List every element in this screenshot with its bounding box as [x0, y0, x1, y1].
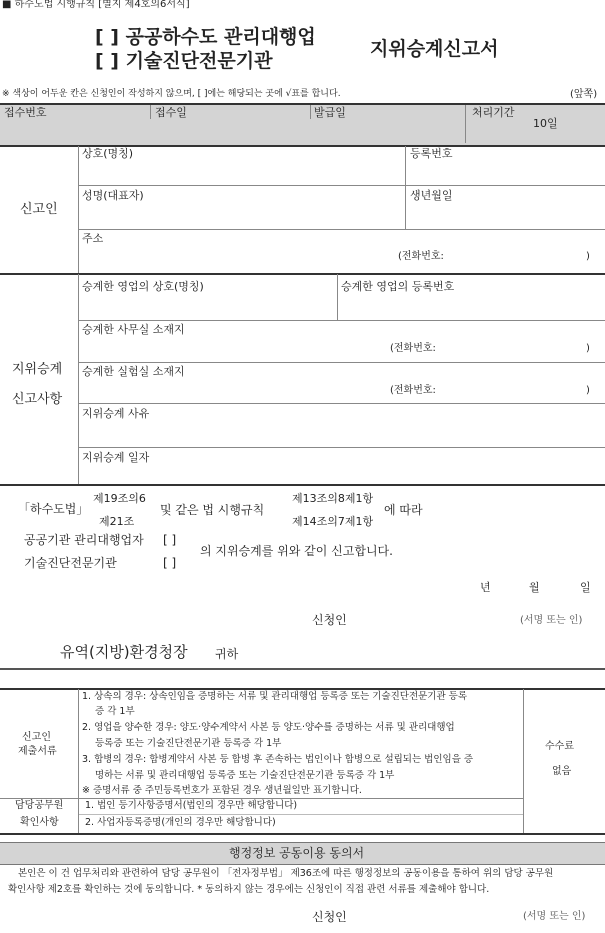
consent-text-2: 확인사항 제2호를 확인하는 것에 동의합니다. * 동의하지 않는 경우에는 신청인이 직접 관련 서류를 제출해야 합니다.: [8, 884, 490, 895]
business-type-2: 기술진단전문기관: [24, 556, 117, 570]
address-label: 주소: [82, 232, 104, 245]
doc-item-3-cont: 명하는 서류 및 관리대행업 등록증 또는 기술진단전문기관 등록증 각 1부: [95, 770, 395, 781]
officer-item-1: 1. 법인 등기사항증명서(법인의 경우만 해당합니다): [85, 800, 298, 811]
according-text: 에 따라: [384, 503, 423, 517]
receipt-date-label: 접수일: [155, 106, 187, 119]
act-name: 「하수도법」: [18, 502, 89, 516]
doc-note: ※ 증명서류 중 주민등록번호가 포함된 경우 생년월일만 표기합니다.: [82, 785, 362, 796]
birth-date-label: 생년월일: [410, 189, 453, 202]
representative-label: 성명(대표자): [82, 189, 144, 202]
succession-date-label: 지위승계 일자: [82, 451, 150, 464]
submit-docs-label-1: 신고인: [22, 732, 51, 743]
consent-text-1: 본인은 이 건 업무처리와 관련하여 담당 공무원이 「전자정부법」 제36조에 따른 행정정보의 공동이용을 통하여 위의 담당 공무원: [18, 868, 554, 879]
declaration-statement: 의 지위승계를 위와 같이 신고합니다.: [200, 544, 393, 558]
lab-phone-label: (전화번호:: [390, 385, 436, 396]
doc-item-3: 3. 합병의 경우: 합병계약서 사본 등 합병 후 존속하는 법인이나 합병으로 설립되는 법인임을 증: [82, 754, 474, 765]
officer-label-2: 확인사항: [20, 817, 59, 828]
processing-period-label: 처리기간: [472, 106, 515, 119]
title-line-1: [ ] 공공하수도 관리대행업: [95, 26, 316, 48]
honorific: 귀하: [215, 647, 239, 661]
doc-item-2-cont: 등록증 또는 기술진단전문기관 등록증 각 1부: [95, 738, 282, 749]
act-article-2: 제21조: [99, 515, 135, 528]
fee-value: 없음: [552, 766, 572, 777]
rule-article-1: 제13조의8제1항: [292, 492, 374, 505]
year-label: 년: [480, 581, 491, 594]
applicant-phone-close: ): [586, 251, 590, 262]
applicant-section-label: 신고인: [20, 202, 58, 217]
succeeded-name-label: 승계한 영업의 상호(명칭): [82, 280, 204, 293]
signature-hint: (서명 또는 인): [520, 615, 583, 626]
page-side: (앞쪽): [570, 89, 598, 100]
fee-label: 수수료: [545, 741, 574, 752]
succeeded-reg-no-label: 승계한 영업의 등록번호: [341, 280, 455, 293]
business-type-1-checkbox[interactable]: [ ]: [163, 533, 177, 547]
business-type-2-checkbox[interactable]: [ ]: [163, 556, 177, 570]
succession-section-label-2: 신고사항: [12, 392, 63, 407]
company-name-label: 상호(명칭): [82, 147, 134, 160]
and-rule-text: 및 같은 법 시행규칙: [160, 503, 265, 517]
applicant-phone-label: (전화번호:: [398, 251, 444, 262]
registration-no-label: 등록번호: [410, 147, 453, 160]
lab-location-label: 승계한 실험실 소재지: [82, 365, 185, 378]
day-label: 일: [580, 581, 591, 594]
office-location-label: 승계한 사무실 소재지: [82, 323, 185, 336]
doc-item-1-cont: 증 각 1부: [95, 706, 135, 717]
consent-signature-hint: (서명 또는 인): [523, 911, 586, 922]
office-phone-label: (전화번호:: [390, 343, 436, 354]
consent-applicant-label: 신청인: [312, 910, 347, 924]
office-phone-close: ): [586, 343, 590, 354]
addressee: 유역(지방)환경청장: [60, 643, 188, 661]
issue-date-label: 발급일: [314, 106, 346, 119]
doc-item-2: 2. 영업을 양수한 경우: 양도·양수계약서 사본 등 양도·양수를 증명하는 서류 및 관리대행업: [82, 722, 455, 733]
applicant-signature-label: 신청인: [312, 613, 347, 627]
month-label: 월: [529, 581, 540, 594]
processing-days: 10일: [533, 117, 558, 130]
doc-item-1: 1. 상속의 경우: 상속인임을 증명하는 서류 및 관리대행업 등록증 또는 기술진단전문기관 등록: [82, 691, 468, 702]
succession-section-label-1: 지위승계: [12, 362, 63, 377]
rule-article-2: 제14조의7제1항: [292, 515, 374, 528]
business-type-1: 공공기관 관리대행업자: [24, 533, 144, 547]
notice: ※ 색상이 어두운 칸은 신청인이 작성하지 않으며, [ ]에는 해당되는 곳에 √표를 합니다.: [2, 89, 341, 99]
legal-basis: ■ 하수도법 시행규칙 [별지 제4호의6서식]: [2, 0, 190, 10]
officer-label-1: 담당공무원: [15, 800, 64, 811]
title-line-2: [ ] 기술진단전문기관: [95, 50, 273, 72]
reason-label: 지위승계 사유: [82, 407, 150, 420]
act-article-1: 제19조의6: [93, 492, 146, 505]
submit-docs-label-2: 제출서류: [18, 746, 57, 757]
consent-title: 행정정보 공동이용 동의서: [229, 846, 365, 860]
receipt-no-label: 접수번호: [4, 106, 47, 119]
lab-phone-close: ): [586, 385, 590, 396]
officer-item-2: 2. 사업자등록증명(개인의 경우만 해당합니다): [85, 817, 276, 828]
title-suffix: 지위승계신고서: [370, 38, 499, 60]
